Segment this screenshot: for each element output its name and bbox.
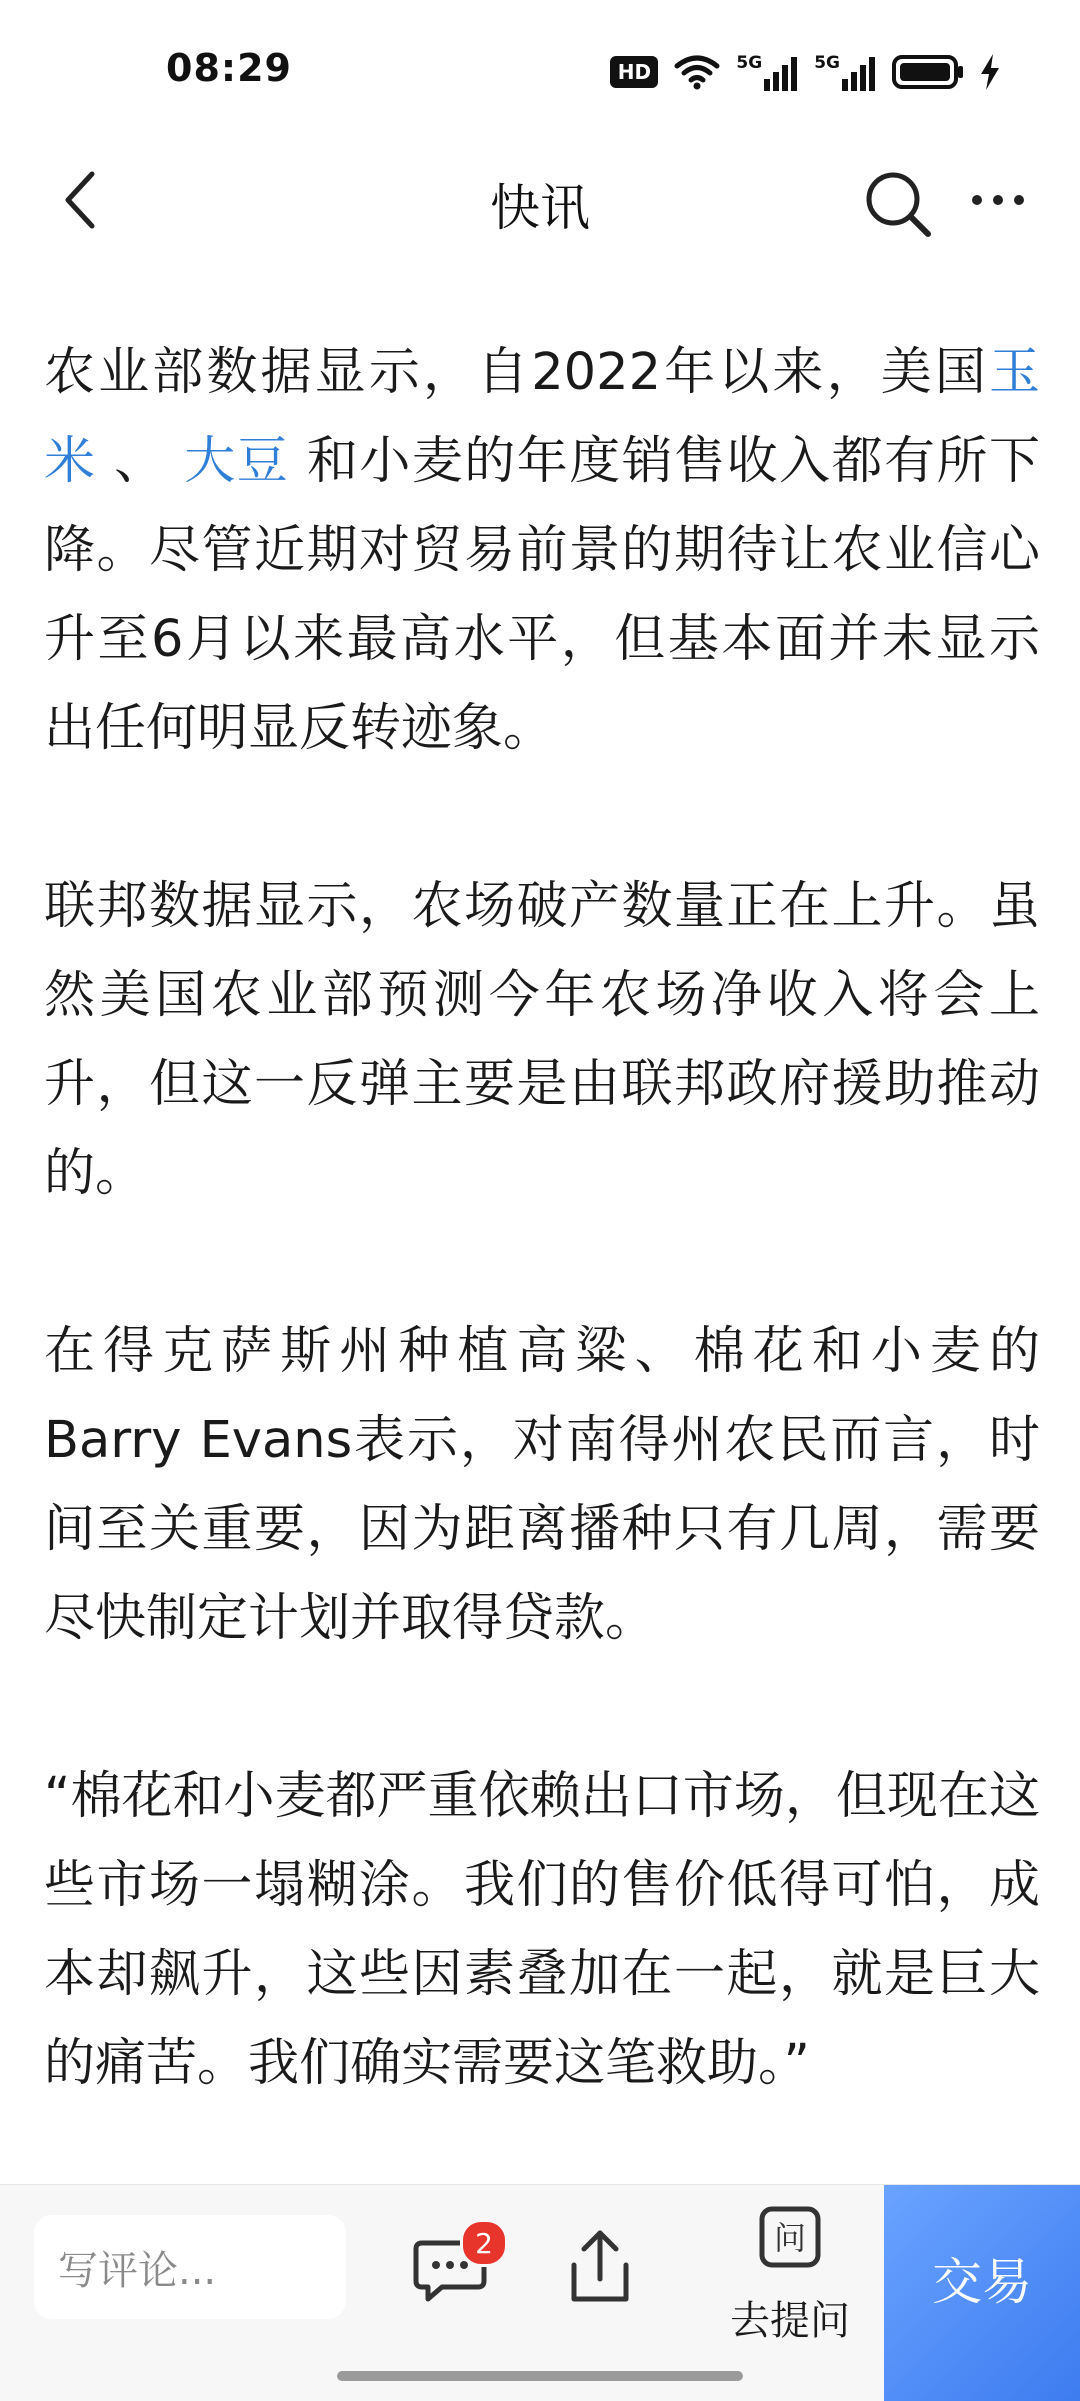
article-paragraph <box>44 328 1040 773</box>
5g-signal-icon <box>814 53 876 91</box>
paragraph-text: 和小麦的年度销售收入都有所下降。尽管近期对贸易前景的期待让农业信心升至6月以来最高水平，但基本面并未显示出任何明显反转迹象。 <box>44 432 1040 758</box>
page-title: 快讯 <box>490 179 590 237</box>
status-icons <box>610 50 1000 94</box>
comment-count-badge: 2 <box>460 2219 508 2267</box>
stock-tag-link[interactable]: 大豆 <box>184 432 290 491</box>
more-dots-icon[interactable] <box>960 170 1036 230</box>
separator: 、 <box>96 432 185 491</box>
status-time: 08:29 <box>166 46 292 90</box>
status-bar <box>0 0 1080 148</box>
home-indicator[interactable] <box>337 2371 743 2381</box>
ask-question-button[interactable] <box>720 2205 860 2355</box>
signal-bars-2 <box>842 57 876 91</box>
paragraph-text: 农业部数据显示，自2022年以来，美国 <box>44 343 989 402</box>
hd-voice-icon <box>610 56 658 88</box>
ask-question-label: 去提问 <box>730 2298 850 2344</box>
search-icon[interactable] <box>860 166 936 242</box>
share-icon[interactable] <box>560 2225 640 2311</box>
ask-question-icon <box>758 2205 822 2269</box>
signal-bars-1 <box>764 57 798 91</box>
wifi-icon <box>674 54 720 90</box>
comment-input[interactable]: 写评论... <box>34 2215 346 2319</box>
5g-signal-icon <box>736 53 798 91</box>
trade-button[interactable]: 交易 <box>884 2185 1080 2401</box>
charging-icon <box>980 54 1000 90</box>
article-paragraph: 在得克萨斯州种植高粱、棉花和小麦的Barry Evans表示，对南得州农民而言，时间至关重要，因为距离播种只有几周，需要尽快制定计划并取得贷款。 <box>44 1322 1040 1648</box>
bottom-action-bar <box>0 2184 1080 2401</box>
article-paragraph: 联邦数据显示，农场破产数量正在上升。虽然美国农业部预测今年农场净收入将会上升，但这一反弹主要是由联邦政府援助推动的。 <box>44 877 1040 1203</box>
hd-label: HD <box>617 60 652 84</box>
ask-icon-char: 问 <box>773 2219 807 2257</box>
network-label-2: 5G <box>814 53 840 73</box>
network-label-1: 5G <box>736 53 763 73</box>
battery-icon <box>892 55 964 89</box>
stock-tag-link[interactable]: 玉米 <box>44 343 1040 491</box>
nav-bar <box>0 148 1080 252</box>
article-paragraph: “棉花和小麦都严重依赖出口市场，但现在这些市场一塌糊涂。我们的售价低得可怕，成本却飙升，这些因素叠加在一起，就是巨大的痛苦。我们确实需要这笔救助。” <box>44 1767 1040 2093</box>
article-body <box>44 328 1040 2108</box>
